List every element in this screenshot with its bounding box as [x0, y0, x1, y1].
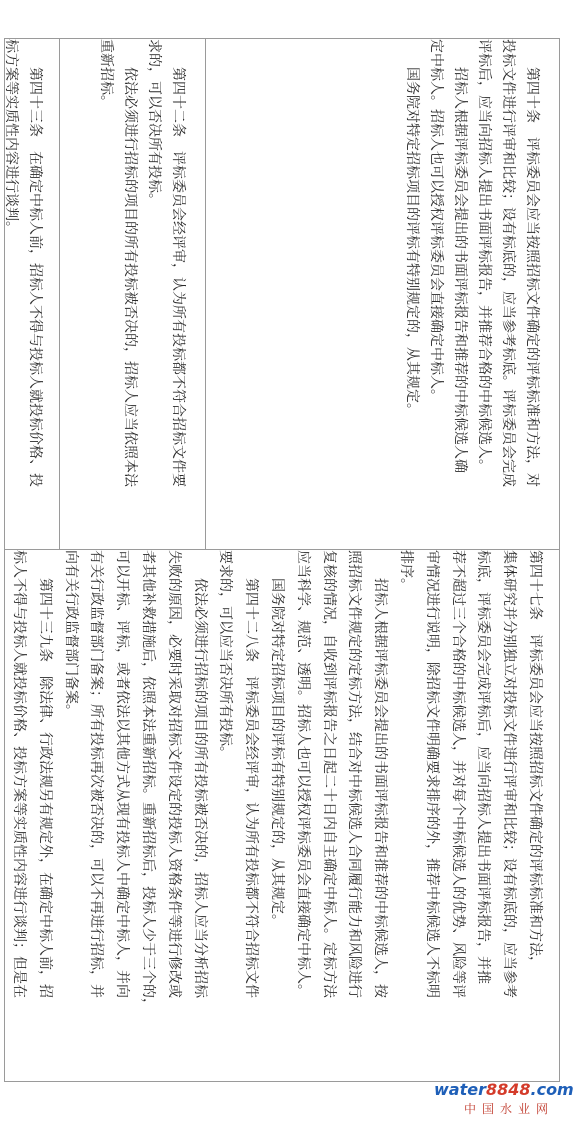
text-line: 要求的，可以应当否决所有投标。: [217, 550, 234, 760]
cell-article-43-old: [5, 39, 59, 549]
text-line: 招标人根据评标委员会提出的书面评标报告和推荐的中标候选人，按: [372, 578, 389, 998]
text-line: 失败的原因，必要时采取对招标文件设定的投标人资格条件等进行修改或: [165, 550, 182, 998]
text-line: 复核的情况，自收到评标报告之日起二十日内自主确定中标人。定标方法: [320, 550, 337, 998]
text-line: 可以开标、评标，或者依法以其他方式从现有投标人中确定中标人，并向: [114, 550, 131, 998]
text-line: 标方案等实质性内容进行谈判。: [3, 39, 19, 235]
text-line: 招标人根据评标委员会提出的书面评标报告和推荐的中标候选人确: [452, 67, 468, 473]
comparison-table: [4, 38, 560, 1082]
text-line: 求的，可以否决所有投标。: [146, 39, 162, 207]
text-line: 向有关行政监督部门备案。: [62, 550, 79, 718]
text-line: 评标后，应当向招标人提出书面评标报告，并推荐合格的中标候选人。: [476, 39, 492, 473]
cell-revised-text: [5, 550, 559, 1081]
logo-subtitle: 中国水业网: [463, 1102, 554, 1116]
text-line: 审情况进行说明，除招标文件明确要求排序的外，推荐中标候选人不标明: [423, 550, 440, 998]
text-line: 依法必须进行招标的项目的所有投标被否决的，招标人应当依照本法: [122, 67, 138, 487]
site-logo: [434, 1080, 574, 1116]
text-line: 标底，评标委员会完成评标后，应当向招标人提出书面评标报告，并推: [475, 550, 492, 984]
text-line: 国务院对特定招标项目的评标有特别规定的，从其规定。: [269, 578, 286, 928]
cell-article-40-old: [206, 39, 559, 549]
text-line: 应当科学、规范、透明。招标人也可以授权评标委员会直接确定中标人。: [294, 550, 311, 998]
text-line: 第四十七条 评标委员会应当按照招标文件确定的评标标准和方法，: [527, 550, 543, 970]
text-line: 者其他补救措施后，依照本法重新招标。重新招标后，投标人少于三个的，: [140, 550, 157, 1012]
cell-article-42-old: [60, 39, 205, 549]
text-line: 排序。: [398, 550, 415, 592]
logo-brand: water8848.com: [434, 1080, 574, 1099]
text-line: 有关行政监督部门备案；所有投标再次被否决的，可以不再进行招标，并: [88, 550, 105, 998]
text-line: 第四十条 评标委员会应当按照招标文件确定的评标标准和方法，对: [524, 67, 540, 487]
text-line: 第四十三九条 除法律、行政法规另有规定外，在确定中标人前，招: [36, 578, 53, 998]
text-line: 荐不超过三个合格的中标候选人，并对每个中标候选人的优势、风险等评: [449, 550, 466, 998]
text-line: 第四十二条 评标委员会经评审，认为所有投标都不符合招标文件要: [170, 67, 186, 487]
text-line: 定中标人。招标人也可以授权评标委员会直接确定中标人。: [428, 39, 444, 403]
text-line: 标人不得与投标人就投标价格、投标方案等实质性内容进行谈判；但是在: [11, 550, 28, 998]
text-line: 集体研究并分别独立对投标文件进行评审和比较；设有标底的，应当参考: [501, 550, 518, 998]
text-line: 第四十三条 在确定中标人前，招标人不得与投标人就投标价格、投: [27, 67, 43, 487]
text-line: 照招标文件规定的定标方法，结合对中标候选人合同履行能力和风险进行: [346, 550, 363, 998]
text-line: 第四十二八条 评标委员会经评审，认为所有投标都不符合招标文件: [243, 578, 260, 998]
text-line: 国务院对特定招标项目的评标有特别规定的，从其规定。: [404, 67, 420, 417]
text-line: 依法必须进行招标的项目的所有投标被否决的，招标人应当分析招标: [191, 578, 208, 998]
text-line: 重新招标。: [98, 39, 114, 109]
text-line: 投标文件进行评审和比较；设有标底的，应当参考标底。评标委员会完成: [500, 39, 516, 487]
